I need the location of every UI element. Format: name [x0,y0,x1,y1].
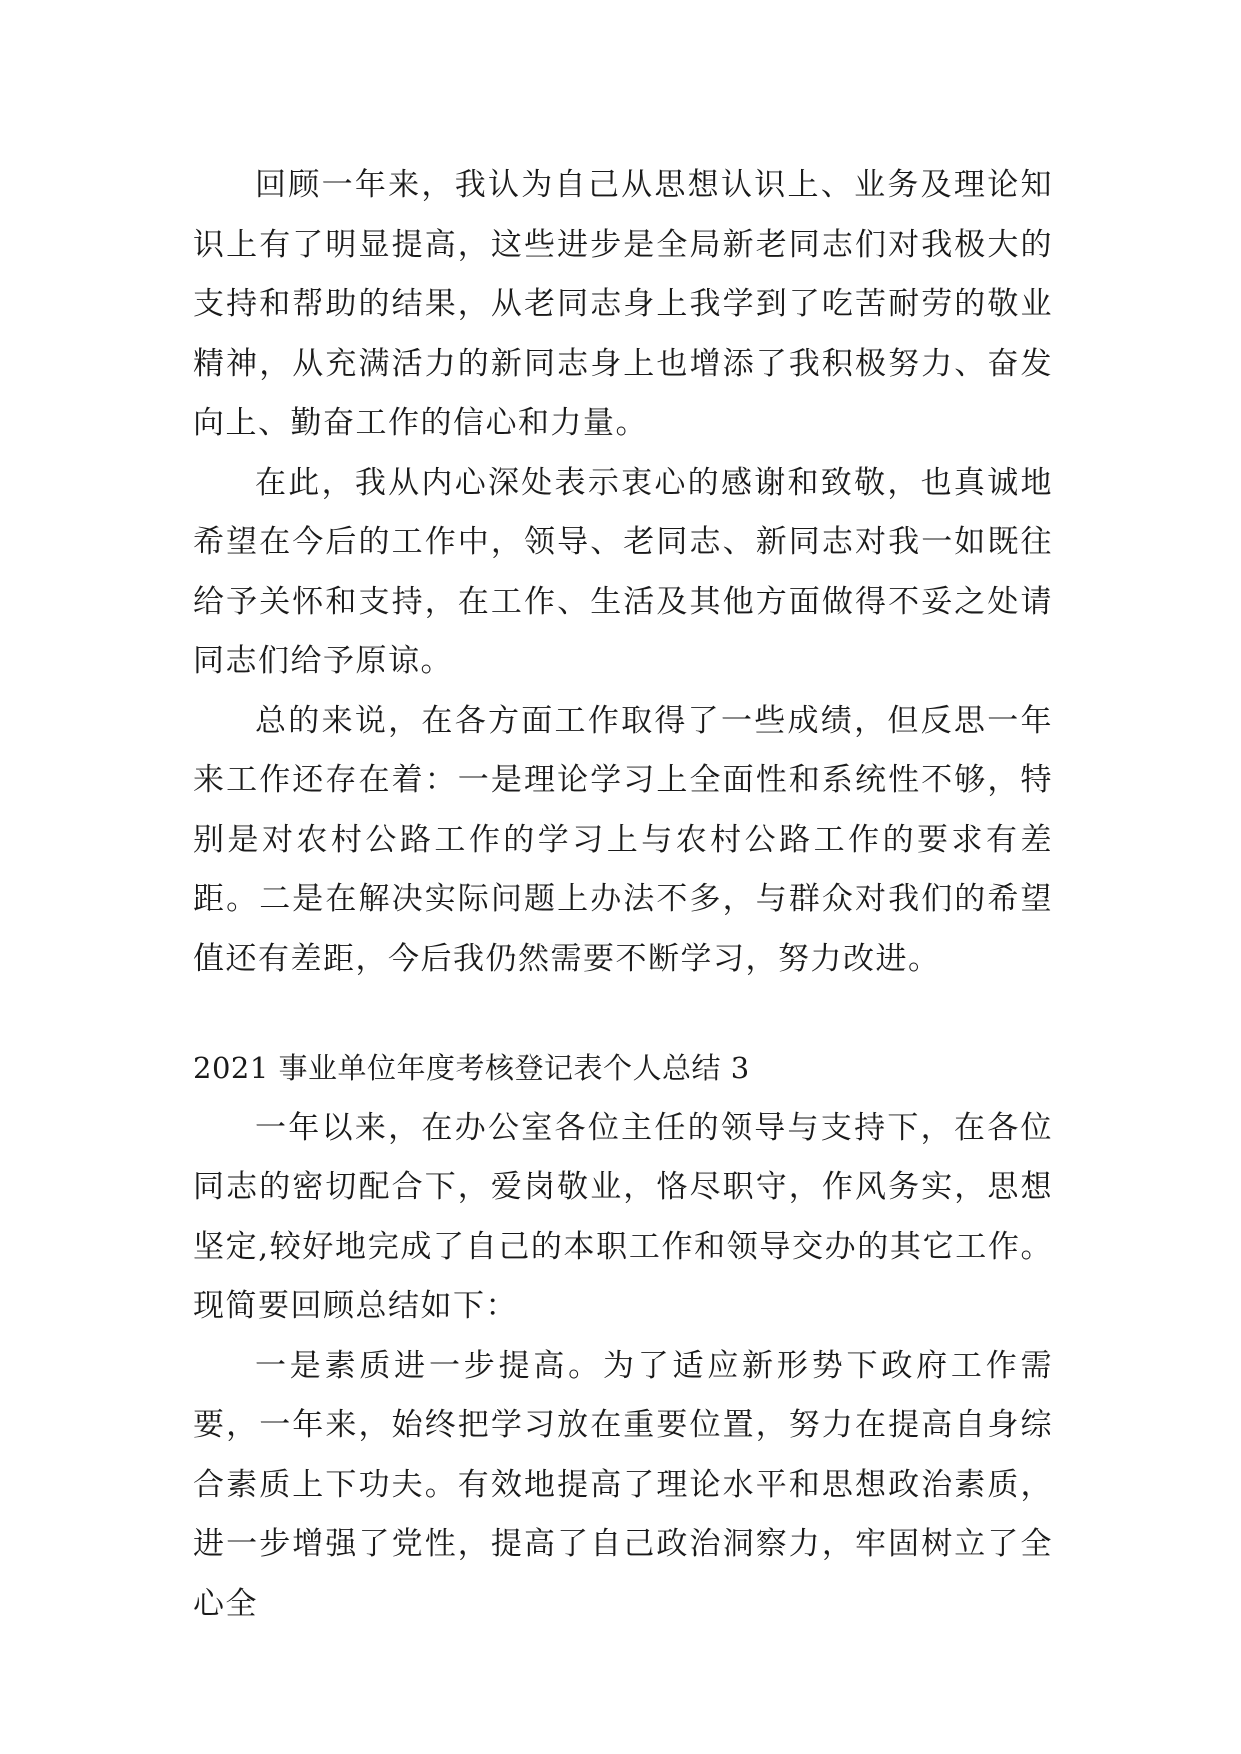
paragraph-shortcomings: 总的来说，在各方面工作取得了一些成绩，但反思一年来工作还存在着：一是理论学习上全面性和系统性不够，特别是对农村公路工作的学习上与农村公路工作的要求有差距。二是在解决实际问题上办法不多，与群众对我们的希望值还有差距，今后我仍然需要不断学习，努力改进。 [193,702,1053,977]
paragraph-quality: 一是素质进一步提高。为了适应新形势下政府工作需要，一年来，始终把学习放在重要位置，努力在提高自身综合素质上下功夫。有效地提高了理论水平和思想政治素质，进一步增强了党性，提高了自己政治洞察力，牢固树立了全心全 [193,1347,1053,1622]
paragraph-thanks: 在此，我从内心深处表示衷心的感谢和致敬，也真诚地希望在今后的工作中，领导、老同志、新同志对我一如既往给予关怀和支持，在工作、生活及其他方面做得不妥之处请同志们给予原谅。 [193,464,1053,679]
paragraph-intro: 一年以来，在办公室各位主任的领导与支持下，在各位同志的密切配合下，爱岗敬业，恪尽职守，作风务实，思想坚定,较好地完成了自己的本职工作和领导交办的其它工作。现简要回顾总结如下： [193,1109,1053,1324]
document-body [193,156,1053,1634]
section-title: 2021 事业单位年度考核登记表个人总结 3 [193,1051,750,1085]
paragraph-review: 回顾一年来，我认为自己从思想认识上、业务及理论知识上有了明显提高，这些进步是全局新老同志们对我极大的支持和帮助的结果，从老同志身上我学到了吃苦耐劳的敬业精神，从充满活力的新同志身上也增添了我积极努力、奋发向上、勤奋工作的信心和力量。 [193,167,1053,441]
